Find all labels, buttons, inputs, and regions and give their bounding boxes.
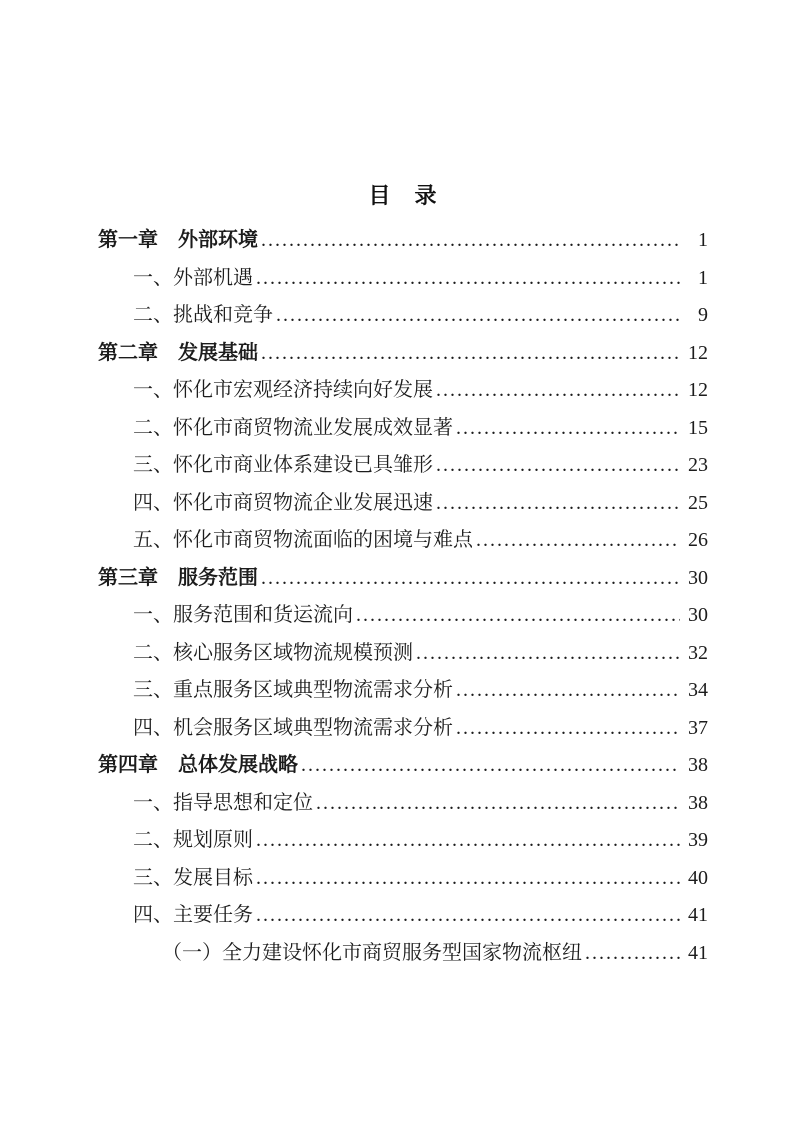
toc-entry-page: 37	[688, 716, 708, 739]
dot-leader	[476, 522, 680, 560]
dot-leader	[256, 822, 680, 860]
toc-entry-label: 五、怀化市商贸物流面临的困境与难点	[133, 529, 473, 551]
toc-entry	[98, 560, 708, 598]
toc-entry-label: 第二章 发展基础	[98, 341, 258, 364]
toc-entry-page: 39	[688, 829, 708, 851]
toc-entry	[98, 335, 708, 373]
toc-entry	[98, 747, 708, 785]
toc-entry	[98, 672, 708, 710]
toc-entry-label: 一、怀化市宏观经济持续向好发展	[133, 379, 433, 401]
toc-entry-label: 三、重点服务区域典型物流需求分析	[133, 679, 453, 701]
toc-entry	[98, 447, 708, 485]
toc-entry	[98, 935, 708, 973]
dot-leader	[436, 485, 680, 523]
toc-entry-label: 一、外部机遇	[133, 266, 253, 289]
toc-entry-page: 41	[688, 941, 708, 964]
toc-entry-page: 1	[698, 229, 708, 251]
toc-entry-label: 四、主要任务	[133, 904, 253, 926]
toc-title: 目 录	[368, 183, 438, 208]
toc-entry-page: 41	[688, 904, 708, 926]
toc-entry-label: 一、服务范围和货运流向	[133, 604, 353, 626]
toc-entry-label: 四、怀化市商贸物流企业发展迅速	[133, 491, 433, 514]
dot-leader	[456, 410, 680, 448]
dot-leader	[585, 935, 680, 973]
toc-entry	[98, 710, 708, 748]
toc-entry	[98, 597, 708, 635]
toc-entry-label: 第四章 总体发展战略	[98, 754, 298, 776]
toc-entry-page: 23	[688, 454, 708, 476]
toc-entry	[98, 822, 708, 860]
dot-leader	[256, 260, 680, 298]
dot-leader	[261, 222, 680, 260]
toc-entry-label: 三、怀化市商业体系建设已具雏形	[133, 454, 433, 476]
toc-entry-page: 40	[688, 866, 708, 889]
dot-leader	[261, 560, 680, 598]
dot-leader	[456, 672, 680, 710]
toc-entry-label: 第一章 外部环境	[98, 229, 258, 251]
toc-entry-page: 9	[698, 304, 708, 326]
dot-leader	[436, 447, 680, 485]
toc-entry-label: 二、挑战和竞争	[133, 304, 273, 326]
toc-list	[98, 222, 708, 972]
dot-leader	[456, 710, 680, 748]
toc-entry-label: 第三章 服务范围	[98, 566, 258, 589]
toc-entry-label: 二、核心服务区域物流规模预测	[133, 641, 413, 664]
toc-entry-page: 38	[688, 791, 708, 814]
toc-entry	[98, 635, 708, 673]
toc-entry	[98, 522, 708, 560]
toc-entry	[98, 222, 708, 260]
toc-entry-label: 二、怀化市商贸物流业发展成效显著	[133, 416, 453, 439]
toc-entry-page: 12	[688, 341, 708, 364]
toc-entry	[98, 897, 708, 935]
dot-leader	[416, 635, 680, 673]
toc-entry-label: （一）全力建设怀化市商贸服务型国家物流枢纽	[162, 941, 582, 964]
toc-entry-label: 二、规划原则	[133, 829, 253, 851]
toc-entry	[98, 860, 708, 898]
toc-entry-label: 四、机会服务区域典型物流需求分析	[133, 716, 453, 739]
toc-entry-page: 15	[688, 416, 708, 439]
toc-entry-page: 26	[688, 529, 708, 551]
toc-entry	[98, 260, 708, 298]
toc-entry-page: 34	[688, 679, 708, 701]
dot-leader	[356, 597, 680, 635]
toc-entry	[98, 372, 708, 410]
toc-entry	[98, 485, 708, 523]
dot-leader	[301, 747, 680, 785]
toc-entry-label: 三、发展目标	[133, 866, 253, 889]
toc-entry-page: 12	[688, 379, 708, 401]
dot-leader	[436, 372, 680, 410]
dot-leader	[256, 897, 680, 935]
toc-entry-page: 25	[688, 491, 708, 514]
toc-entry-page: 32	[688, 641, 708, 664]
toc-entry-page: 30	[688, 604, 708, 626]
dot-leader	[276, 297, 680, 335]
toc-entry-page: 1	[698, 266, 708, 289]
dot-leader	[316, 785, 680, 823]
toc-entry-page: 30	[688, 566, 708, 589]
toc-entry-label: 一、指导思想和定位	[133, 791, 313, 814]
toc-entry	[98, 410, 708, 448]
toc-entry	[98, 297, 708, 335]
dot-leader	[256, 860, 680, 898]
toc-entry-page: 38	[688, 754, 708, 776]
dot-leader	[261, 335, 680, 373]
toc-entry	[98, 785, 708, 823]
